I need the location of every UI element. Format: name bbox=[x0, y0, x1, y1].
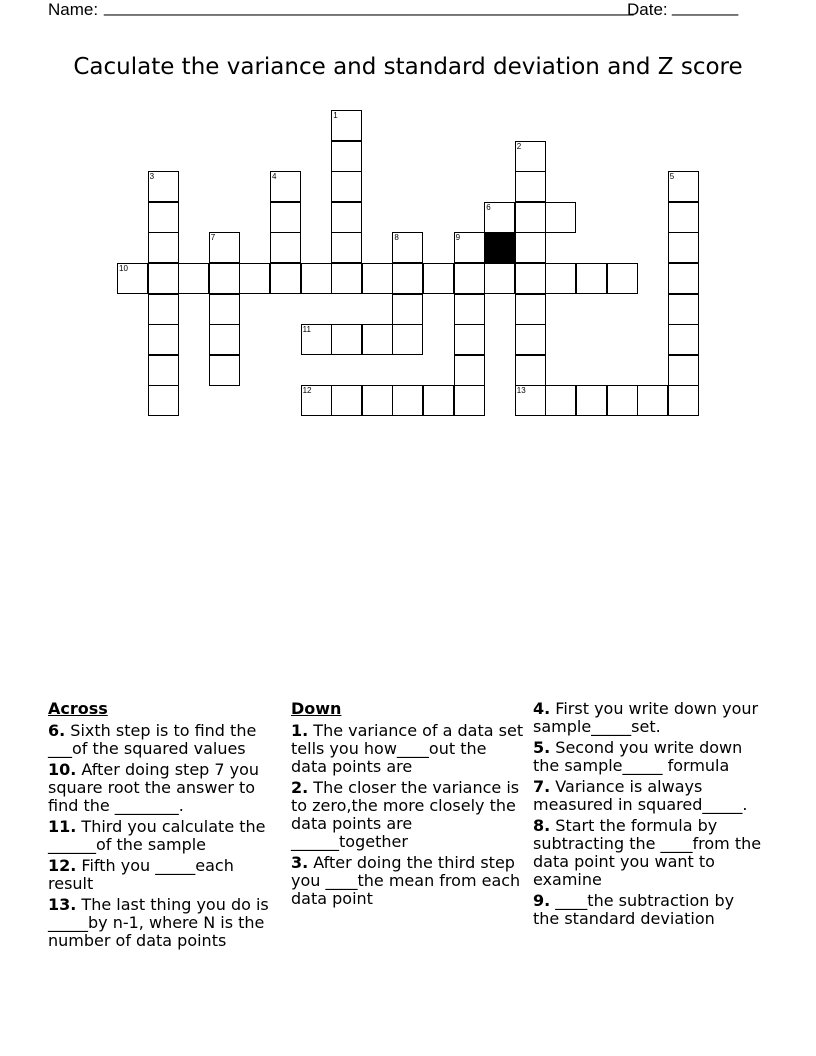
grid-cell[interactable] bbox=[515, 141, 546, 172]
grid-cell[interactable] bbox=[668, 324, 699, 355]
clue-text: Sixth step is to find the ___of the squared values bbox=[48, 721, 257, 758]
grid-cell[interactable] bbox=[362, 385, 393, 416]
clue-text: After doing step 7 you square root the answer to find the ________. bbox=[48, 760, 260, 815]
grid-cell[interactable] bbox=[148, 385, 179, 416]
clue-text: The last thing you do is _____by n-1, where N is the number of data points bbox=[48, 895, 269, 950]
clue-text: The variance of a data set tells you how____out the data points are bbox=[291, 721, 524, 776]
grid-cell[interactable] bbox=[454, 355, 485, 386]
clue-number: 13 bbox=[516, 386, 526, 396]
grid-cell[interactable] bbox=[545, 263, 576, 294]
grid-cell[interactable] bbox=[392, 385, 423, 416]
grid-cell[interactable] bbox=[454, 232, 485, 263]
clue-item bbox=[48, 896, 280, 950]
grid-cell[interactable] bbox=[668, 232, 699, 263]
grid-cell[interactable] bbox=[392, 263, 423, 294]
grid-cell[interactable] bbox=[362, 324, 393, 355]
grid-cell[interactable] bbox=[331, 263, 362, 294]
grid-cell[interactable] bbox=[270, 202, 301, 233]
grid-cell[interactable] bbox=[515, 294, 546, 325]
clue-num: 10. bbox=[48, 760, 77, 779]
clue-item bbox=[48, 818, 280, 854]
grid-cell[interactable] bbox=[148, 171, 179, 202]
clue-item bbox=[533, 700, 765, 736]
clue-text: Variance is always measured in squared_____. bbox=[533, 777, 748, 814]
page-title: Caculate the variance and standard deviation and Z score bbox=[73, 54, 743, 80]
clue-item bbox=[291, 779, 527, 851]
clue-item bbox=[533, 817, 765, 889]
clue-number: 8 bbox=[394, 233, 399, 243]
clue-text: Third you calculate the ______of the sample bbox=[48, 817, 266, 854]
grid-cell[interactable] bbox=[117, 263, 148, 294]
clue-num: 1. bbox=[291, 721, 309, 740]
clue-item bbox=[48, 761, 280, 815]
clue-number: 9 bbox=[455, 233, 461, 243]
clue-item bbox=[291, 854, 527, 908]
name-label: Name: bbox=[48, 0, 99, 19]
clue-num: 12. bbox=[48, 856, 77, 875]
clue-text: First you write down your sample_____set. bbox=[533, 699, 759, 736]
grid-cell[interactable] bbox=[148, 202, 179, 233]
grid-cell[interactable] bbox=[515, 385, 546, 416]
clue-number: 12 bbox=[302, 386, 312, 396]
grid-cell[interactable] bbox=[668, 355, 699, 386]
grid-cell[interactable] bbox=[148, 294, 179, 325]
grid-cell[interactable] bbox=[515, 232, 546, 263]
grid-cell[interactable] bbox=[545, 385, 576, 416]
grid-cell[interactable] bbox=[668, 202, 699, 233]
clue-item bbox=[533, 892, 765, 928]
grid-cell[interactable] bbox=[545, 202, 576, 233]
clue-num: 4. bbox=[533, 699, 551, 718]
clue-number: 1 bbox=[333, 111, 338, 120]
grid-cell[interactable] bbox=[270, 232, 301, 263]
grid-cell[interactable] bbox=[331, 110, 362, 141]
grid-cell[interactable] bbox=[454, 385, 485, 416]
grid-cell[interactable] bbox=[331, 141, 362, 172]
grid-cell[interactable] bbox=[270, 263, 301, 294]
clue-num: 2. bbox=[291, 778, 309, 797]
grid-cell[interactable] bbox=[392, 294, 423, 325]
grid-cell[interactable] bbox=[454, 294, 485, 325]
grid-cell[interactable] bbox=[576, 263, 607, 294]
clue-number: 11 bbox=[302, 325, 311, 335]
grid-cell[interactable] bbox=[668, 385, 699, 416]
date-field[interactable]: _______ bbox=[672, 0, 739, 16]
grid-cell[interactable] bbox=[392, 324, 423, 355]
grid-cell[interactable] bbox=[515, 355, 546, 386]
grid-block-cell bbox=[484, 232, 515, 263]
clue-number: 10 bbox=[119, 264, 128, 273]
grid-cell[interactable] bbox=[515, 171, 546, 202]
clue-text: ____the subtraction by the standard deviation bbox=[533, 891, 735, 928]
grid-cell[interactable] bbox=[454, 324, 485, 355]
grid-cell[interactable] bbox=[515, 263, 546, 294]
clue-number: 6 bbox=[486, 202, 491, 212]
clue-num: 6. bbox=[48, 721, 66, 740]
grid-cell[interactable] bbox=[331, 324, 362, 355]
clue-item bbox=[48, 857, 280, 893]
grid-cell[interactable] bbox=[209, 294, 240, 325]
grid-cell[interactable] bbox=[301, 385, 332, 416]
clue-number: 7 bbox=[210, 233, 216, 243]
clue-item bbox=[533, 739, 765, 775]
clue-item bbox=[48, 722, 280, 758]
clue-text: After doing the third step you ____the mean from each data point bbox=[291, 853, 521, 908]
across-heading: Across bbox=[48, 699, 108, 718]
grid-cell[interactable] bbox=[239, 263, 270, 294]
grid-cell[interactable] bbox=[392, 232, 423, 263]
clue-num: 13. bbox=[48, 895, 77, 914]
clue-text: Fifth you _____each result bbox=[48, 856, 234, 893]
clue-num: 8. bbox=[533, 816, 551, 835]
grid-cell[interactable] bbox=[454, 263, 485, 294]
grid-cell[interactable] bbox=[301, 263, 332, 294]
clue-num: 3. bbox=[291, 853, 309, 872]
grid-cell[interactable] bbox=[270, 171, 301, 202]
clue-number: 5 bbox=[669, 172, 675, 182]
grid-cell[interactable] bbox=[148, 324, 179, 355]
grid-cell[interactable] bbox=[576, 385, 607, 416]
date-label: Date: bbox=[627, 0, 668, 19]
grid-cell[interactable] bbox=[209, 355, 240, 386]
grid-cell[interactable] bbox=[209, 263, 240, 294]
grid-cell[interactable] bbox=[331, 385, 362, 416]
clue-number: 3 bbox=[149, 172, 155, 182]
grid-cell[interactable] bbox=[331, 202, 362, 233]
grid-cell[interactable] bbox=[423, 385, 454, 416]
grid-cell[interactable] bbox=[607, 263, 638, 294]
down-heading: Down bbox=[291, 699, 342, 718]
grid-cell[interactable] bbox=[484, 263, 515, 294]
name-field[interactable]: ________________________________________________________ bbox=[104, 0, 634, 16]
grid-cell[interactable] bbox=[484, 202, 515, 233]
grid-cell[interactable] bbox=[209, 324, 240, 355]
clue-text: Second you write down the sample_____ formula bbox=[533, 738, 743, 775]
across-clues bbox=[48, 700, 280, 953]
grid-cell[interactable] bbox=[607, 385, 638, 416]
grid-cell[interactable] bbox=[668, 171, 699, 202]
grid-cell[interactable] bbox=[178, 263, 209, 294]
grid-cell[interactable] bbox=[148, 232, 179, 263]
clue-num: 7. bbox=[533, 777, 551, 796]
clue-num: 9. bbox=[533, 891, 551, 910]
down-clues bbox=[291, 700, 527, 911]
grid-cell[interactable] bbox=[423, 263, 454, 294]
clue-number: 4 bbox=[272, 172, 277, 182]
clue-number: 2 bbox=[516, 141, 522, 151]
crossword-grid bbox=[0, 0, 816, 430]
clue-item bbox=[533, 778, 765, 814]
clue-text: The closer the variance is to zero,the more closely the data points are ______together bbox=[291, 778, 520, 851]
grid-cell[interactable] bbox=[301, 324, 332, 355]
clue-num: 11. bbox=[48, 817, 77, 836]
down-clues-continued bbox=[533, 700, 765, 931]
grid-cell[interactable] bbox=[331, 232, 362, 263]
clue-num: 5. bbox=[533, 738, 551, 757]
clue-item bbox=[291, 722, 527, 776]
grid-cell[interactable] bbox=[637, 385, 668, 416]
clue-text: Start the formula by subtracting the ____from the data point you want to examine bbox=[533, 816, 762, 889]
grid-cell[interactable] bbox=[209, 232, 240, 263]
grid-cell[interactable] bbox=[515, 324, 546, 355]
grid-cell[interactable] bbox=[148, 263, 179, 294]
grid-cell[interactable] bbox=[668, 263, 699, 294]
grid-cell[interactable] bbox=[362, 263, 393, 294]
grid-cell[interactable] bbox=[515, 202, 546, 233]
grid-cell[interactable] bbox=[668, 294, 699, 325]
grid-cell[interactable] bbox=[331, 171, 362, 202]
grid-cell[interactable] bbox=[148, 355, 179, 386]
